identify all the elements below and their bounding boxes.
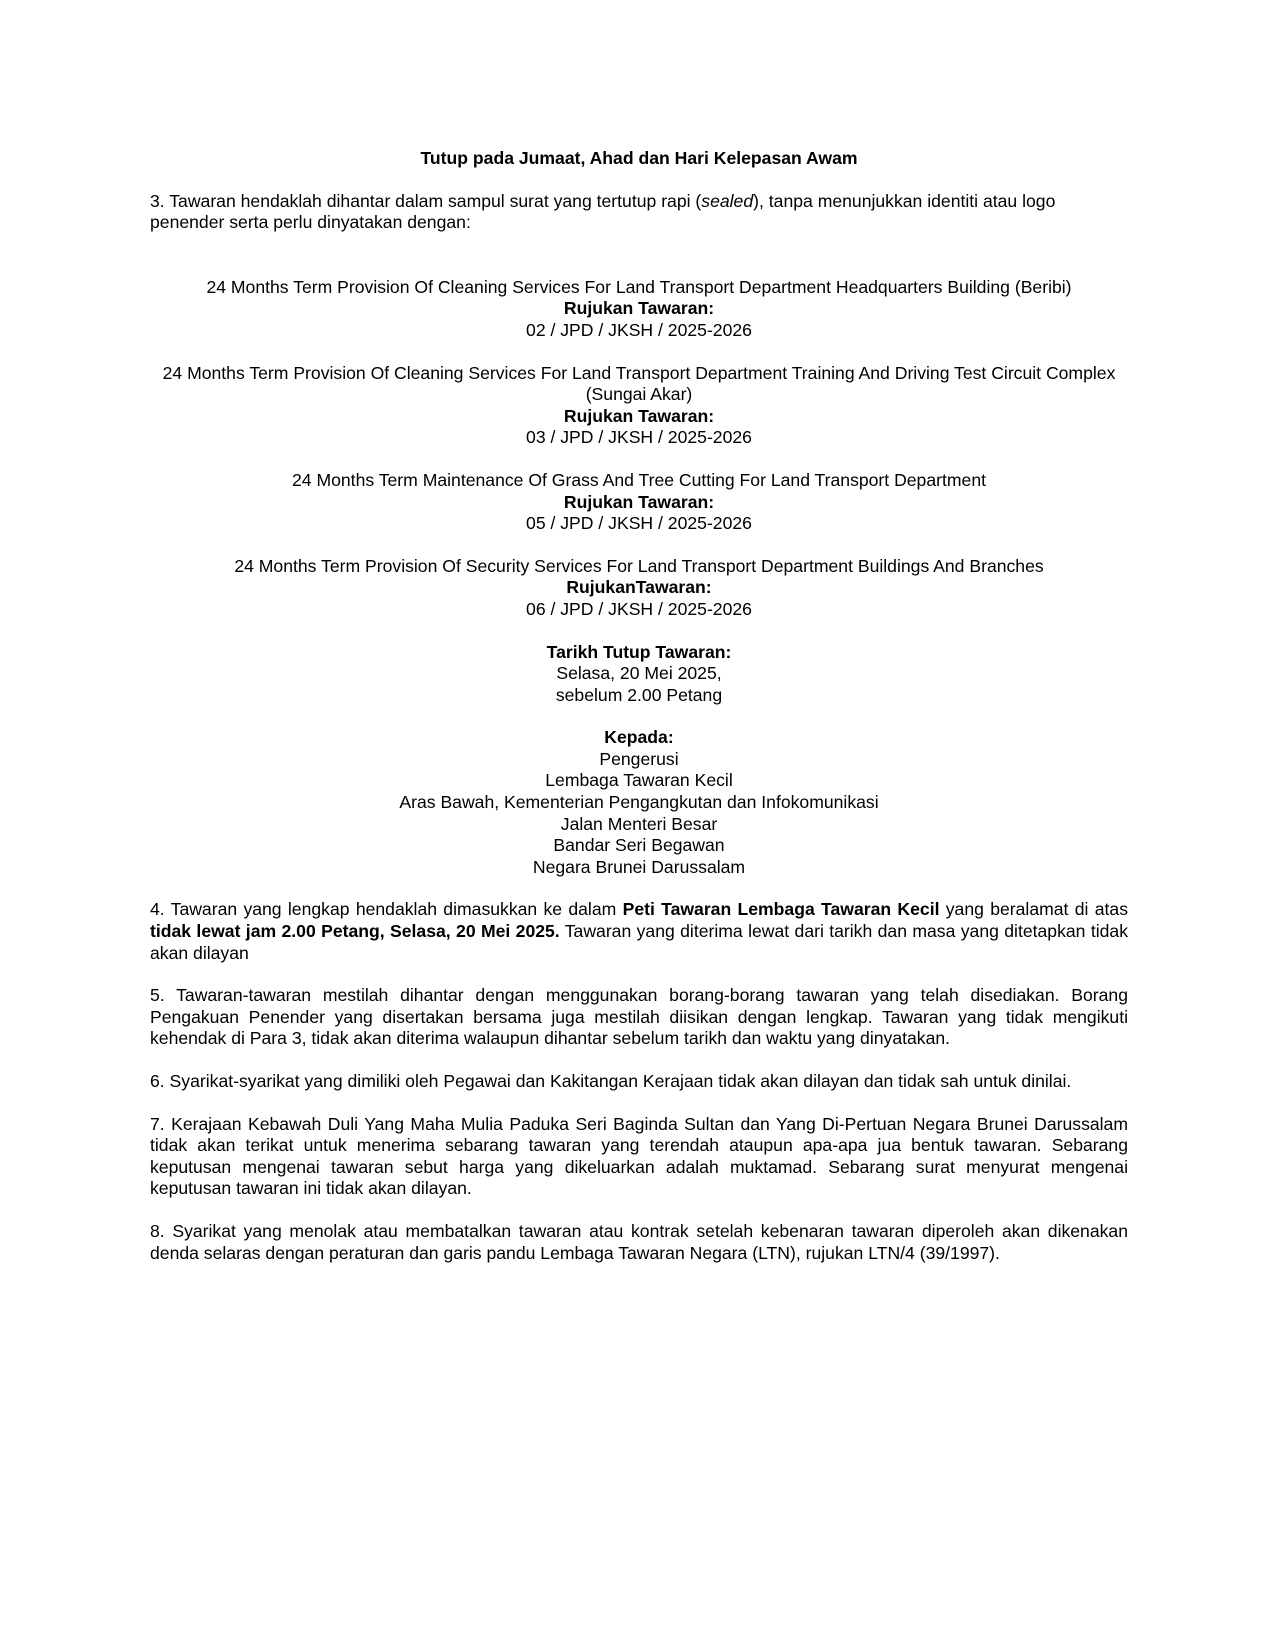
paragraph-4 bbox=[150, 899, 1128, 964]
paragraph-6: 6. Syarikat-syarikat yang dimiliki oleh Pegawai dan Kakitangan Kerajaan tidak akan dilayan dan tidak sah untuk dinilai. bbox=[150, 1071, 1072, 1091]
closing-time: sebelum 2.00 Petang bbox=[555, 684, 723, 705]
tender-ref-value: 02 / JPD / JKSH / 2025-2026 bbox=[526, 319, 752, 340]
paragraph-5: 5. Tawaran-tawaran mestilah dihantar dengan menggunakan borang-borang tawaran yang telah disediakan. Borang Pengakuan Penender yang disertakan bersama juga mestilah diisikan dengan lengkap. Tawaran yang tidak mengikuti kehendak di Para 3, tidak akan diterima walaupun dihantar sebelum tarikh dan waktu yang dinyatakan. bbox=[150, 985, 1128, 1049]
tender-title: 24 Months Term Provision Of Security Services For Land Transport Department Buildings And Branches bbox=[234, 555, 1044, 576]
page-heading: Tutup pada Jumaat, Ahad dan Hari Kelepasan Awam bbox=[420, 148, 858, 168]
paragraph-4-bold-1: Peti Tawaran Lembaga Tawaran Kecil bbox=[622, 899, 940, 920]
address-line: Jalan Menteri Besar bbox=[560, 813, 718, 834]
tender-ref-label: Rujukan Tawaran: bbox=[563, 405, 715, 426]
closing-date: Selasa, 20 Mei 2025, bbox=[556, 663, 722, 684]
address-line: Bandar Seri Begawan bbox=[553, 835, 725, 856]
tender-ref-value: 05 / JPD / JKSH / 2025-2026 bbox=[526, 513, 752, 534]
tender-item bbox=[150, 470, 1128, 535]
paragraph-4-text-2: yang beralamat di atas bbox=[939, 899, 1128, 920]
tender-ref-label: RujukanTawaran: bbox=[566, 577, 712, 598]
address-line: Pengerusi bbox=[599, 748, 679, 769]
tender-ref-label: Rujukan Tawaran: bbox=[563, 298, 715, 319]
tender-item bbox=[150, 277, 1128, 342]
paragraph-3-text-start: 3. Tawaran hendaklah dihantar dalam sampul surat yang tertutup rapi ( bbox=[150, 190, 702, 211]
tender-item bbox=[150, 556, 1128, 621]
address-block bbox=[150, 727, 1128, 878]
tender-item bbox=[150, 363, 1128, 449]
tender-title: 24 Months Term Provision Of Cleaning Services For Land Transport Department Training And Driving Test Circuit Complex (Sungai Akar) bbox=[162, 362, 1116, 405]
tender-title: 24 Months Term Provision Of Cleaning Services For Land Transport Department Headquarters Building (Beribi) bbox=[206, 276, 1072, 297]
tender-ref-value: 03 / JPD / JKSH / 2025-2026 bbox=[526, 427, 752, 448]
tender-ref-value: 06 / JPD / JKSH / 2025-2026 bbox=[526, 598, 752, 619]
document-page bbox=[150, 148, 1128, 1285]
paragraph-8: 8. Syarikat yang menolak atau membatalkan tawaran atau kontrak setelah kebenaran tawaran diperoleh akan dikenakan denda selaras dengan peraturan dan garis pandu Lembaga Tawaran Negara (LTN), rujukan LTN/4 (39/1997). bbox=[150, 1220, 1128, 1263]
closing-date-label: Tarikh Tutup Tawaran: bbox=[546, 641, 732, 662]
tender-title: 24 Months Term Maintenance Of Grass And Tree Cutting For Land Transport Department bbox=[292, 469, 986, 490]
paragraph-3 bbox=[150, 191, 1128, 234]
paragraph-3-text-end: ), tanpa menunjukkan identiti atau logo penender serta perlu dinyatakan dengan: bbox=[150, 190, 1056, 233]
paragraph-4-bold-2: tidak lewat jam 2.00 Petang, Selasa, 20 Mei 2025. bbox=[150, 921, 560, 942]
paragraph-3-italic: sealed bbox=[701, 190, 754, 211]
address-line: Lembaga Tawaran Kecil bbox=[545, 770, 733, 791]
address-line: Aras Bawah, Kementerian Pengangkutan dan Infokomunikasi bbox=[399, 792, 879, 813]
address-line: Negara Brunei Darussalam bbox=[532, 856, 746, 877]
paragraph-4-text-1: 4. Tawaran yang lengkap hendaklah dimasukkan ke dalam bbox=[150, 899, 623, 920]
paragraph-7: 7. Kerajaan Kebawah Duli Yang Maha Mulia Paduka Seri Baginda Sultan dan Yang Di-Pertuan Negara Brunei Darussalam tidak akan terikat untuk menerima sebarang tawaran yang terendah ataupun apa-apa jua bentuk tawaran. Sebarang keputusan mengenai tawaran sebut harga yang dikeluarkan adalah muktamad. Sebarang surat menyurat mengenai keputusan tawaran ini tidak akan dilayan. bbox=[150, 1113, 1128, 1199]
address-label: Kepada: bbox=[604, 727, 674, 748]
closing-date-block bbox=[150, 642, 1128, 707]
tender-ref-label: Rujukan Tawaran: bbox=[563, 491, 715, 512]
paragraph-4-text-3: Tawaran yang diterima lewat dari tarikh dan masa yang ditetapkan tidak akan dilayan bbox=[150, 921, 1128, 963]
